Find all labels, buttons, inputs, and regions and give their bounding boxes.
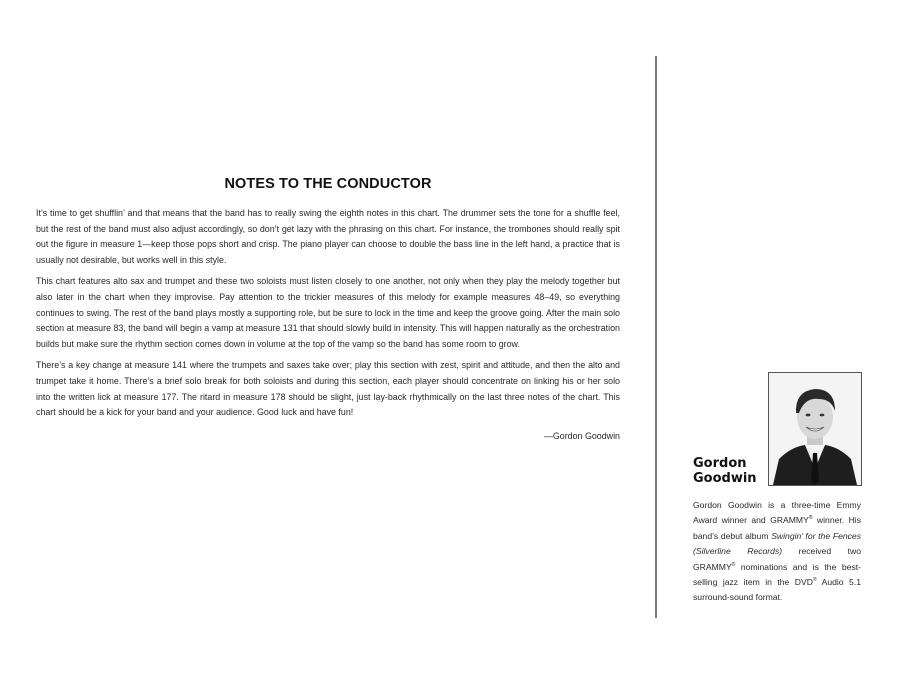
bio-text-1: Gordon Goodwin is a three-time Emmy Award winner and GRAMMY (693, 500, 861, 526)
bio-text-2: winner. His band’s debut album (693, 515, 861, 541)
author-last-name: Goodwin (693, 471, 757, 486)
author-photo (768, 372, 862, 486)
notes-paragraph-3: There’s a key change at measure 141 where the trumpets and saxes take over; play this section with zest, spirit and attitude, and then the alto and trumpet take it home. There’s a brief solo break for both soloists and during this section, each player should concentrate on linking his or her solo into the written lick at measure 177. The ritard in measure 178 should be slight, just lay-back rhythmically on the last three notes of the chart. This chart should be a kick for your band and your audience. Good luck and have fun! (36, 360, 620, 418)
portrait-image (769, 373, 861, 485)
column-divider (655, 56, 657, 618)
registered-mark: ® (812, 577, 817, 584)
notes-section (36, 176, 620, 441)
registered-mark: ® (731, 561, 736, 568)
author-first-name: Gordon (693, 456, 747, 471)
page-title: NOTES TO THE CONDUCTOR (224, 176, 432, 192)
signature: —Gordon Goodwin (544, 430, 620, 441)
bio-text-3: received two GRAMMY (693, 546, 861, 572)
bio-text-4: nominations and is the best-selling jazz item in the DVD (693, 561, 861, 588)
album-title: Swingin’ for the Fences (Silverline Records) (693, 530, 861, 557)
author-bio (693, 498, 861, 606)
notes-paragraph-1: It’s time to get shufflin’ and that means that the band has to really swing the eighth notes in this chart. The drummer sets the tone for a shuffle feel, but the rest of the band must also adjust accordingly, so don’t get lazy with the phrasing on this chart. For instance, the trombones should really spit out the figure in measure 1—keep those pops short and crisp. The piano player can choose to double the bass line in the left hand, a practice that is usually not desirable, but works well in this style. (36, 208, 620, 265)
bio-text-5: Audio 5.1 surround-sound format. (693, 577, 861, 603)
author-name (693, 456, 757, 486)
notes-paragraph-2: This chart features alto sax and trumpet and these two soloists must listen closely to one another, not only when they play the melody together but also later in the chart when they improvise. Pay attention to the trickier measures of this melody for example measures 48–49, so everything continues to swing. The rest of the band plays mostly a supporting role, but be sure to lock in the time and keep the groove going. After the main solo section at measure 83, the band will begin a vamp at measure 131 that should slowly build in intensity. This will happen naturally as the orchestration builds but make sure the rhythm section comes down in volume at the top of the vamp so the band has some room to grow. (36, 276, 620, 349)
registered-mark: ® (808, 515, 813, 522)
